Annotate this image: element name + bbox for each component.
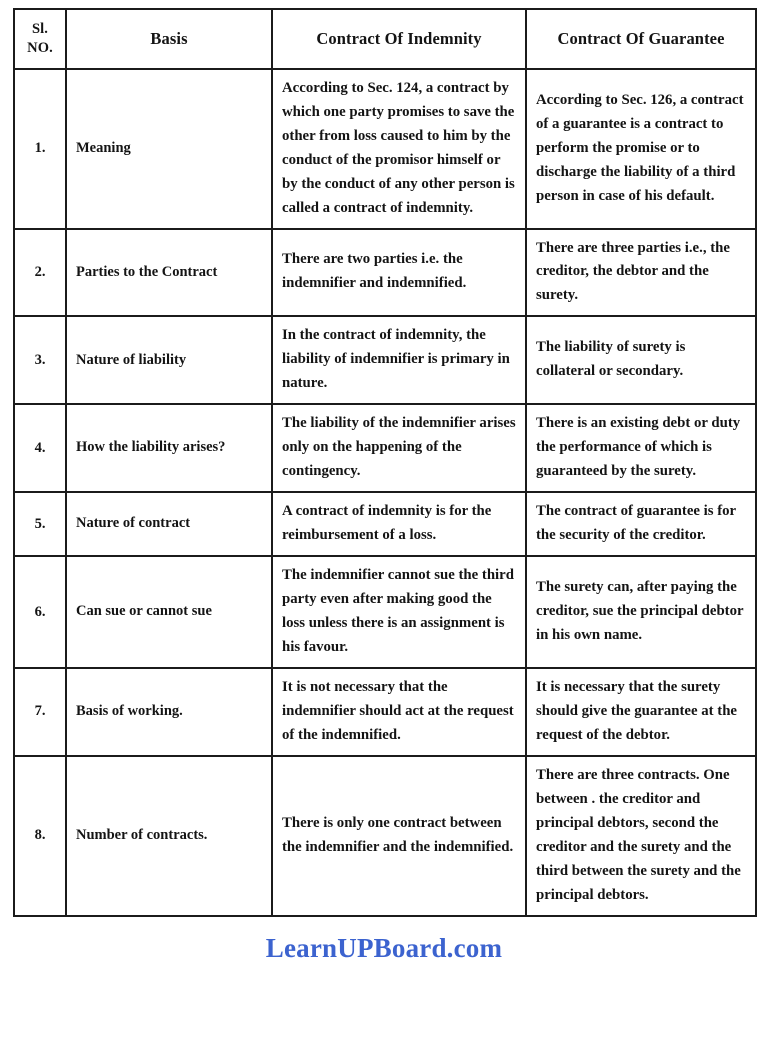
cell-guarantee: According to Sec. 126, a contract of a guarantee is a contract to perform the promise or to discharge the liability of a third person in case of his default. bbox=[526, 69, 756, 229]
cell-indemnity: The indemnifier cannot sue the third party even after making good the loss unless there is an assignment is his favour. bbox=[272, 556, 526, 668]
cell-basis: How the liability arises? bbox=[66, 404, 272, 492]
cell-indemnity: There is only one contract between the indemnifier and the indemnified. bbox=[272, 756, 526, 916]
cell-guarantee: There are three parties i.e., the creditor, the debtor and the surety. bbox=[526, 229, 756, 317]
table-row bbox=[14, 69, 756, 229]
cell-serial-number: 7. bbox=[14, 668, 66, 756]
cell-basis: Meaning bbox=[66, 69, 272, 229]
cell-indemnity: There are two parties i.e. the indemnifier and indemnified. bbox=[272, 229, 526, 317]
cell-indemnity: According to Sec. 124, a contract by which one party promises to save the other from loss caused to him by the conduct of the promisor himself or by the conduct of any other person is called a contract of indemnity. bbox=[272, 69, 526, 229]
cell-guarantee: There is an existing debt or duty the performance of which is guaranteed by the surety. bbox=[526, 404, 756, 492]
cell-indemnity: The liability of the indemnifier arises only on the happening of the contingency. bbox=[272, 404, 526, 492]
cell-serial-number: 3. bbox=[14, 316, 66, 404]
cell-basis: Can sue or cannot sue bbox=[66, 556, 272, 668]
table-row bbox=[14, 404, 756, 492]
footer-brand-watermark: LearnUPBoard.com bbox=[265, 932, 503, 963]
table-header bbox=[14, 9, 756, 69]
cell-basis: Number of contracts. bbox=[66, 756, 272, 916]
table-header-row bbox=[14, 9, 756, 69]
table-row bbox=[14, 316, 756, 404]
column-header-serial-number bbox=[14, 9, 66, 69]
cell-guarantee: The liability of surety is collateral or secondary. bbox=[526, 316, 756, 404]
cell-guarantee: The surety can, after paying the creditor, sue the principal debtor in his own name. bbox=[526, 556, 756, 668]
cell-serial-number: 8. bbox=[14, 756, 66, 916]
cell-guarantee: It is necessary that the surety should give the guarantee at the request of the debtor. bbox=[526, 668, 756, 756]
column-header-basis: Basis bbox=[66, 9, 272, 69]
table-body bbox=[14, 69, 756, 916]
cell-indemnity: A contract of indemnity is for the reimbursement of a loss. bbox=[272, 492, 526, 556]
table-row bbox=[14, 756, 756, 916]
cell-indemnity: In the contract of indemnity, the liability of indemnifier is primary in nature. bbox=[272, 316, 526, 404]
cell-guarantee: The contract of guarantee is for the security of the creditor. bbox=[526, 492, 756, 556]
table-row bbox=[14, 229, 756, 317]
table-row bbox=[14, 668, 756, 756]
column-header-contract-of-indemnity: Contract Of Indemnity bbox=[272, 9, 526, 69]
cell-basis: Nature of contract bbox=[66, 492, 272, 556]
cell-serial-number: 2. bbox=[14, 229, 66, 317]
cell-serial-number: 6. bbox=[14, 556, 66, 668]
table-row bbox=[14, 492, 756, 556]
cell-guarantee: There are three contracts. One between . the creditor and principal debtors, second the creditor and the surety and the third between the surety and the principal debtors. bbox=[526, 756, 756, 916]
cell-serial-number: 5. bbox=[14, 492, 66, 556]
cell-serial-number: 4. bbox=[14, 404, 66, 492]
column-header-contract-of-guarantee: Contract Of Guarantee bbox=[526, 9, 756, 69]
cell-basis: Basis of working. bbox=[66, 668, 272, 756]
cell-basis: Parties to the Contract bbox=[66, 229, 272, 317]
comparison-table bbox=[13, 8, 757, 917]
cell-indemnity: It is not necessary that the indemnifier should act at the request of the indemnified. bbox=[272, 668, 526, 756]
serial-number-header-line-2: NO. bbox=[27, 39, 53, 56]
cell-serial-number: 1. bbox=[14, 69, 66, 229]
cell-basis: Nature of liability bbox=[66, 316, 272, 404]
table-row bbox=[14, 556, 756, 668]
serial-number-header-line-1: Sl. bbox=[31, 21, 49, 37]
